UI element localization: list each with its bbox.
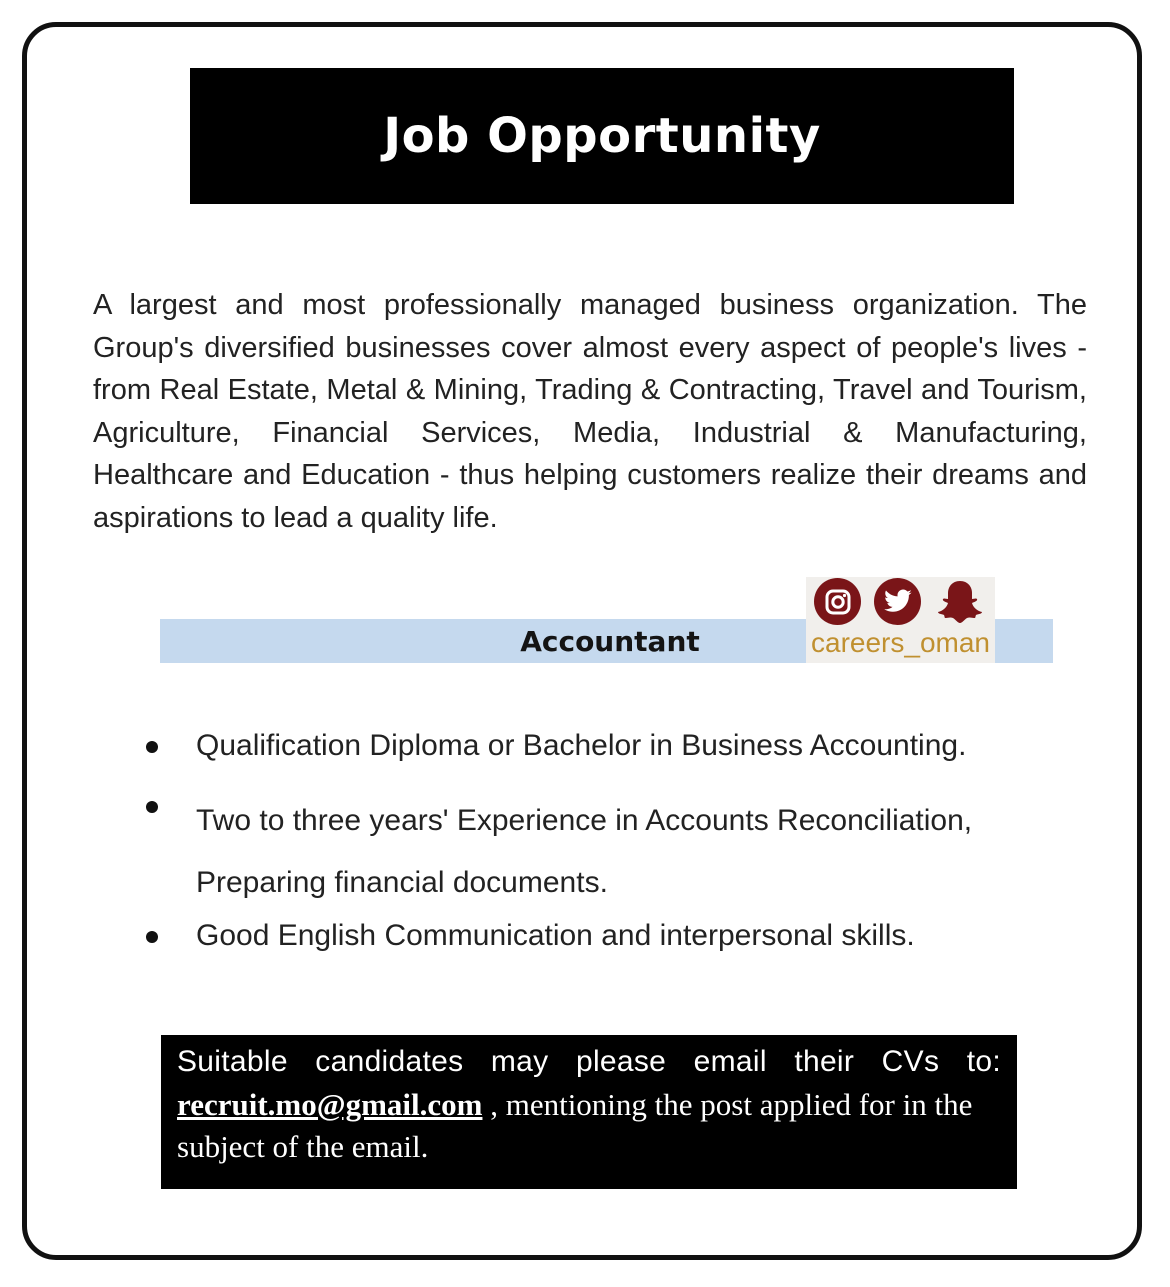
list-item: [140, 914, 1040, 958]
instagram-icon[interactable]: [814, 578, 861, 625]
title-banner: [190, 68, 1014, 204]
snapchat-icon[interactable]: [934, 578, 986, 626]
requirement-text: Qualification Diploma or Bachelor in Business Accounting.: [196, 729, 967, 762]
requirements-list: [140, 724, 1040, 958]
bullet-icon: [146, 741, 158, 753]
cta-rest: , mentioning the post applied for in the subject of the email.: [177, 1087, 973, 1164]
list-item: [140, 790, 1040, 914]
social-handle: careers_oman: [811, 627, 990, 658]
twitter-icon[interactable]: [874, 578, 921, 625]
position-title: Accountant: [520, 625, 700, 658]
requirement-text: Two to three years' Experience in Accounts Reconciliation, Preparing financial documents.: [196, 804, 973, 899]
application-instructions: [161, 1035, 1017, 1189]
cta-details: [177, 1084, 1001, 1168]
email-link[interactable]: recruit.mo@gmail.com: [177, 1087, 483, 1122]
list-item: [140, 724, 1040, 790]
page-title: Job Opportunity: [383, 108, 821, 164]
bullet-icon: [146, 931, 158, 943]
social-watermark: [806, 577, 995, 663]
cta-intro: Suitable candidates may please email their CVs to:: [177, 1045, 1001, 1078]
company-description: A largest and most professionally managed business organization. The Group's diversified businesses cover almost every aspect of people's lives - from Real Estate, Metal & Mining, Trading & Contracting, Travel and Tourism, Agriculture, Financial Services, Media, Industrial & Manufacturing, Healthcare and Education - thus helping customers realize their dreams and aspirations to lead a quality life.: [93, 289, 1087, 534]
requirement-text: Good English Communication and interpersonal skills.: [196, 919, 915, 952]
bullet-icon: [146, 801, 158, 813]
